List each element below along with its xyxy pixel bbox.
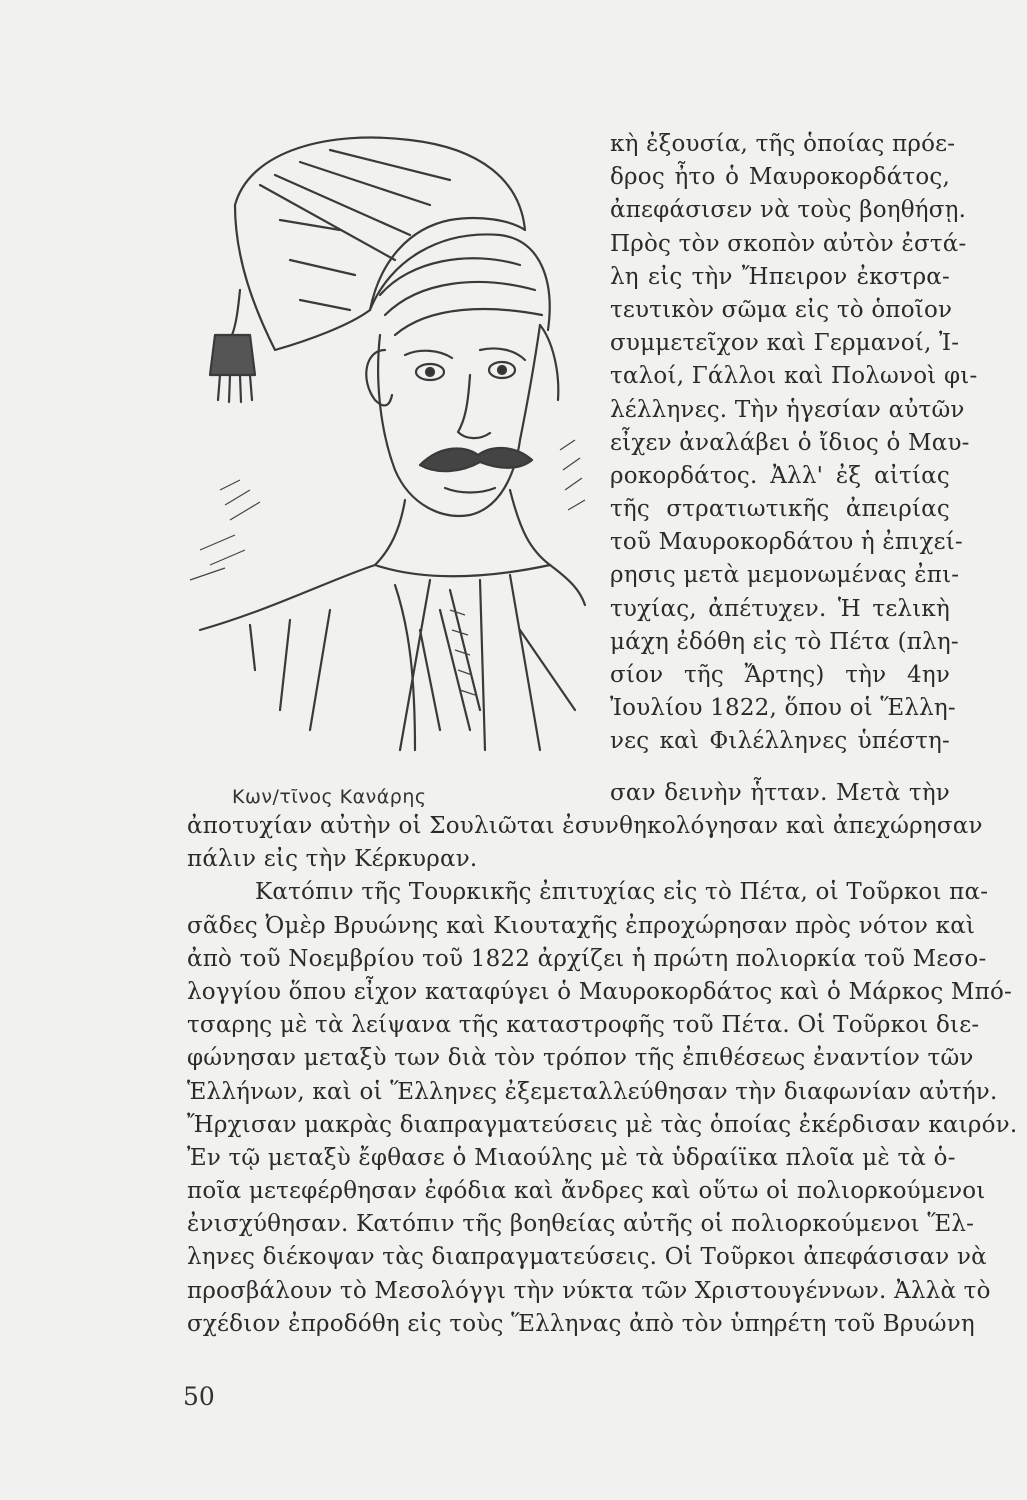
text-line: συμμετεῖχον καὶ Γερμανοί, Ἰ- <box>610 330 960 357</box>
text-line: σᾶδες Ὀμὲρ Βρυώνης καὶ Κιουταχῆς ἐπροχώρησαν πρὸς νότον καὶ <box>187 912 976 939</box>
text-line: Πρὸς τὸν σκοπὸν αὐτὸν ἐστά- <box>610 230 967 257</box>
text-line: Κατόπιν τῆς Τουρκικῆς ἐπιτυχίας εἰς τὸ Πέτα, οἱ Τοῦρκοι πα- <box>255 879 989 906</box>
text-line: νες καὶ Φιλέλληνες ὑπέστη- <box>610 728 950 755</box>
text-line: λέλληνες. Τὴν ἡγεσίαν αὐτῶν <box>610 396 965 423</box>
text-line: Ἰουλίου 1822, ὅπου οἱ Ἕλλη- <box>610 695 956 722</box>
text-line: ληνες διέκοψαν τὰς διαπραγματεύσεις. Οἱ Τοῦρκοι ἀπεφάσισαν νὰ <box>187 1244 987 1271</box>
text-line: σαν δεινὴν ἧτταν. Μετὰ τὴν <box>610 780 950 806</box>
text-line: κὴ ἐξουσία, τῆς ὁποίας πρόε- <box>610 131 956 157</box>
text-line: ρησις μετὰ μεμονωμένας ἐπι- <box>610 562 960 589</box>
text-line: Ἤρχισαν μακρὰς διαπραγματεύσεις μὲ τὰς ὁποίας ἐκέρδισαν καιρόν. <box>187 1111 1018 1138</box>
text-line: πάλιν εἰς τὴν Κέρκυραν. <box>187 846 478 873</box>
text-line: ταλοί, Γάλλοι καὶ Πολωνοὶ φι- <box>610 363 978 390</box>
text-line: ἐνισχύθησαν. Κατόπιν τῆς βοηθείας αὐτῆς οἱ πολιορκούμενοι Ἕλ- <box>187 1211 975 1238</box>
text-line: ἀποτυχίαν αὐτὴν οἱ Σουλιῶται ἐσυνθηκολόγησαν καὶ ἀπεχώρησαν <box>187 813 983 839</box>
text-line: σχέδιον ἐπροδόθη εἰς τοὺς Ἕλληνας ἀπὸ τὸν ὑπηρέτη τοῦ Βρυώνη <box>187 1310 975 1337</box>
caption-row-text <box>610 777 950 810</box>
text-line: ροκορδάτος. Ἀλλ' ἐξ αἰτίας <box>610 462 950 489</box>
portrait-illustration <box>180 110 600 760</box>
text-line: σίον τῆς Ἄρτης) τὴν 4ην <box>610 662 950 688</box>
text-line: μάχη ἐδόθη εἰς τὸ Πέτα (πλη- <box>610 628 959 655</box>
text-line: λογγίου ὅπου εἶχον καταφύγει ὁ Μαυροκορδάτος καὶ ὁ Μάρκος Μπό- <box>187 978 1013 1005</box>
text-line: δρος ἦτο ὁ Μαυροκορδάτος, <box>610 164 950 191</box>
text-line: εἶχεν ἀναλάβει ὁ ἴδιος ὁ Μαυ- <box>610 429 970 456</box>
text-line: Ἐν τῷ μεταξὺ ἔφθασε ὁ Μιαούλης μὲ τὰ ὑδραίϊκα πλοῖα μὲ τὰ ὁ- <box>187 1144 956 1171</box>
text-line: λη εἰς τὴν Ἤπειρον ἐκστρα- <box>610 263 950 290</box>
text-line: ἀπὸ τοῦ Νοεμβρίου τοῦ 1822 ἀρχίζει ἡ πρώτη πολιορκία τοῦ Μεσο- <box>187 945 987 972</box>
text-line: ποῖα μετεφέρθησαν ἐφόδια καὶ ἄνδρες καὶ οὕτω οἱ πολιορκούμενοι <box>187 1178 986 1205</box>
text-line: φώνησαν μεταξὺ των διὰ τὸν τρόπον τῆς ἐπιθέσεως ἐναντίον τῶν <box>187 1045 974 1072</box>
main-text-block <box>187 810 1018 1341</box>
text-line: τυχίας, ἀπέτυχεν. Ἡ τελικὴ <box>610 595 950 622</box>
portrait-drawing <box>180 110 600 760</box>
text-line: τοῦ Μαυροκορδάτου ἡ ἐπιχεί- <box>610 529 963 556</box>
text-line: Ἑλλήνων, καὶ οἱ Ἕλληνες ἐξεμεταλλεύθησαν τὴν διαφωνίαν αὐτήν. <box>187 1078 998 1105</box>
portrait-caption: Κων/τῖνος Κανάρης <box>232 786 427 808</box>
text-line: τευτικὸν σῶμα εἰς τὸ ὁποῖον <box>610 296 953 323</box>
text-line: προσβάλουν τὸ Μεσολόγγι τὴν νύκτα τῶν Χριστουγέννων. Ἀλλὰ τὸ <box>187 1277 991 1304</box>
text-line: τσαρης μὲ τὰ λείψανα τῆς καταστροφῆς τοῦ Πέτα. Οἱ Τοῦρκοι διε- <box>187 1012 980 1039</box>
right-text-column <box>610 128 978 759</box>
text-line: ἀπεφάσισεν νὰ τοὺς βοηθήσῃ. <box>610 197 967 224</box>
text-line: τῆς στρατιωτικῆς ἀπειρίας <box>610 496 950 523</box>
page-number: 50 <box>183 1382 215 1411</box>
